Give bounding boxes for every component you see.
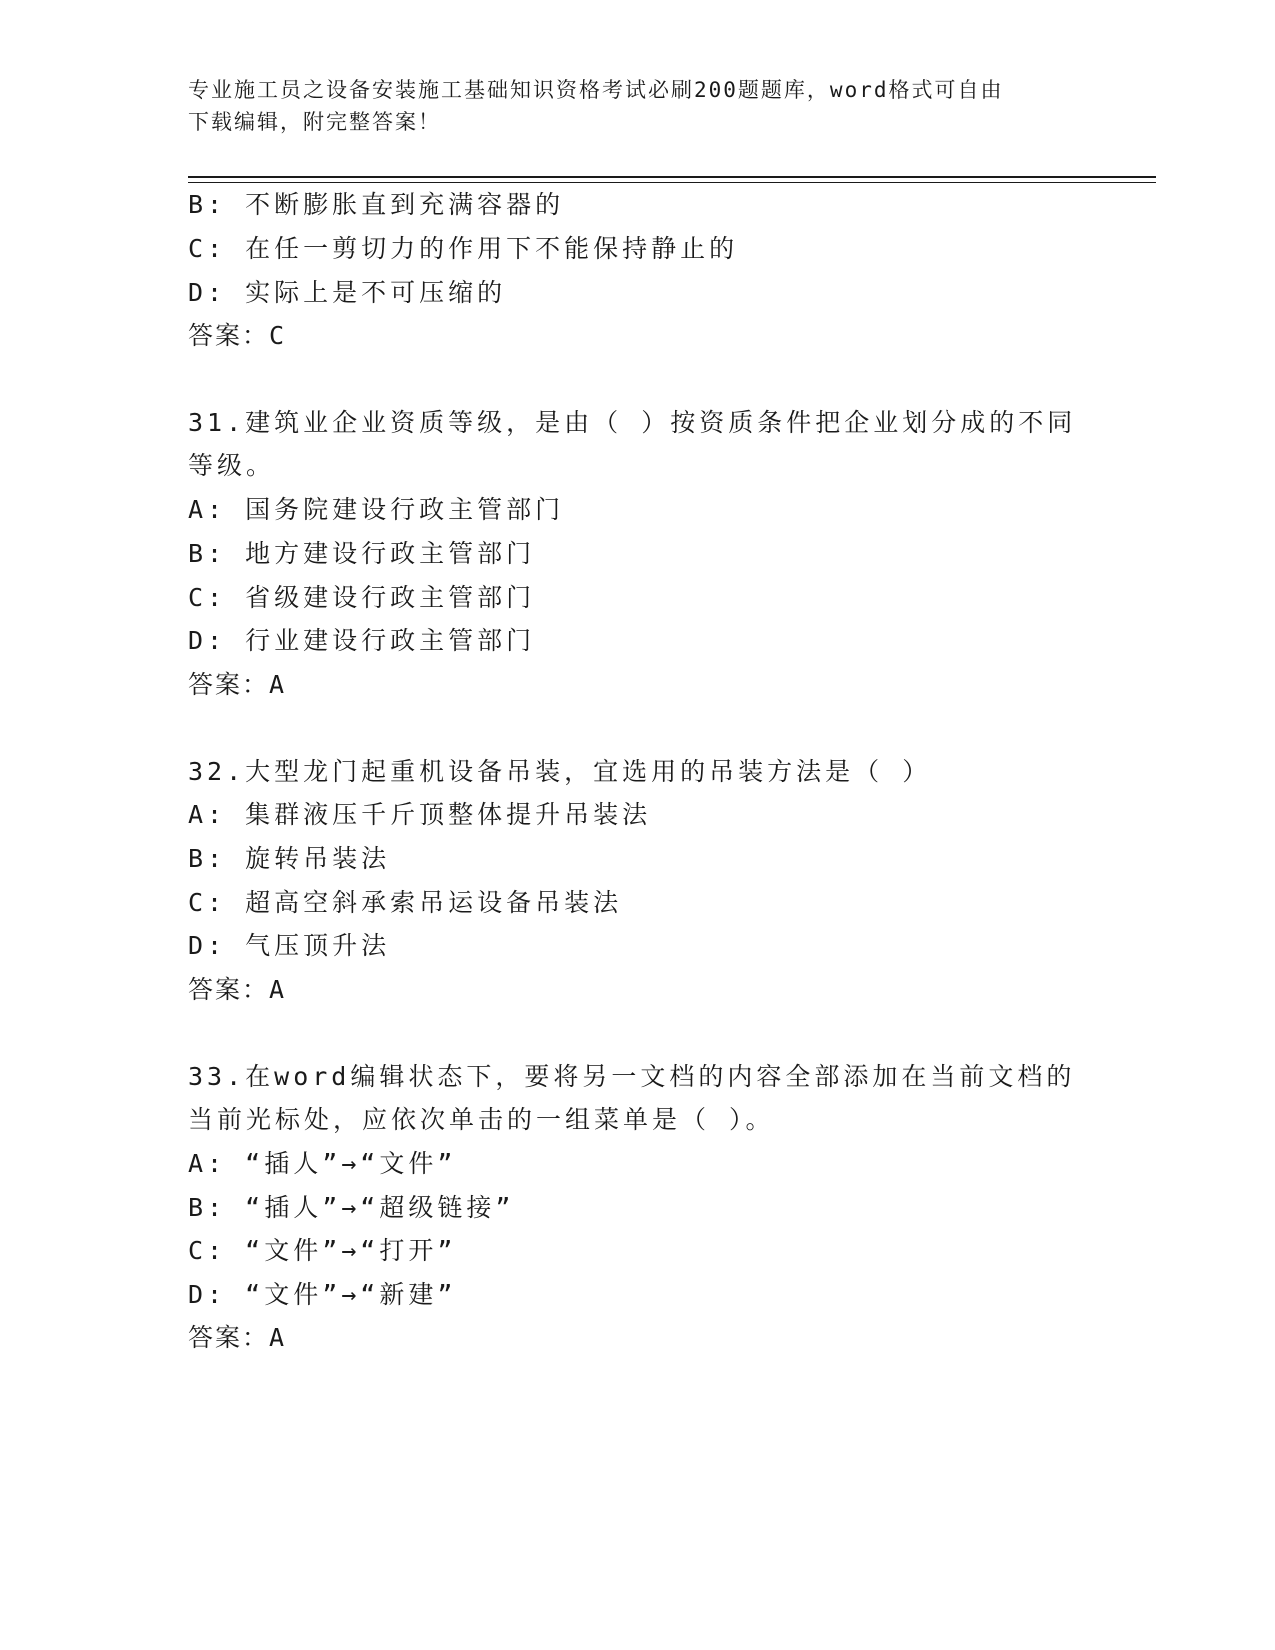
document-header: [188, 74, 1088, 138]
question-33-answer: 答案：A: [188, 1323, 287, 1352]
question-32-stem-line-1: 32.大型龙门起重机设备吊装，宜选用的吊装方法是（ ）: [188, 757, 932, 786]
question-31-option-a: A: 国务院建设行政主管部门: [188, 495, 565, 524]
option-d: D: 实际上是不可压缩的: [188, 278, 507, 307]
header-rule-thin: [188, 182, 1156, 183]
option-c: C: 在任一剪切力的作用下不能保持静止的: [188, 234, 739, 263]
question-33-stem-line-2: 当前光标处，应依次单击的一组菜单是（ ）。: [188, 1105, 775, 1134]
question-32-option-c: C: 超高空斜承索吊运设备吊装法: [188, 888, 623, 917]
question-31-option-c: C: 省级建设行政主管部门: [188, 583, 536, 612]
question-31-stem-line-2: 等级。: [188, 451, 276, 480]
header-line-2: 下载编辑，附完整答案！: [188, 110, 441, 134]
answer-label: 答案：C: [188, 321, 287, 350]
question-32-option-a: A: 集群液压千斤顶整体提升吊装法: [188, 800, 652, 829]
question-32-answer: 答案：A: [188, 975, 287, 1004]
question-33-option-d: D: “文件”→“新建”: [188, 1280, 457, 1309]
question-33-option-b: B: “插人”→“超级链接”: [188, 1193, 515, 1222]
header-line-1: 专业施工员之设备安装施工基础知识资格考试必刷200题题库，word格式可自由: [188, 78, 1004, 102]
question-33-option-a: A: “插人”→“文件”: [188, 1149, 457, 1178]
question-31-stem-line-1: 31.建筑业企业资质等级，是由（ ）按资质条件把企业划分成的不同: [188, 408, 1077, 437]
question-33-stem-line-1: 33.在word编辑状态下，要将另一文档的内容全部添加在当前文档的: [188, 1062, 1076, 1091]
question-31-option-b: B: 地方建设行政主管部门: [188, 539, 536, 568]
question-31-answer: 答案：A: [188, 670, 287, 699]
header-rule-thick: [188, 176, 1156, 178]
question-32-option-d: D: 气压顶升法: [188, 931, 391, 960]
question-32-option-b: B: 旋转吊装法: [188, 844, 391, 873]
option-b: B: 不断膨胀直到充满容器的: [188, 190, 565, 219]
question-31-option-d: D: 行业建设行政主管部门: [188, 626, 536, 655]
question-33-option-c: C: “文件”→“打开”: [188, 1236, 457, 1265]
